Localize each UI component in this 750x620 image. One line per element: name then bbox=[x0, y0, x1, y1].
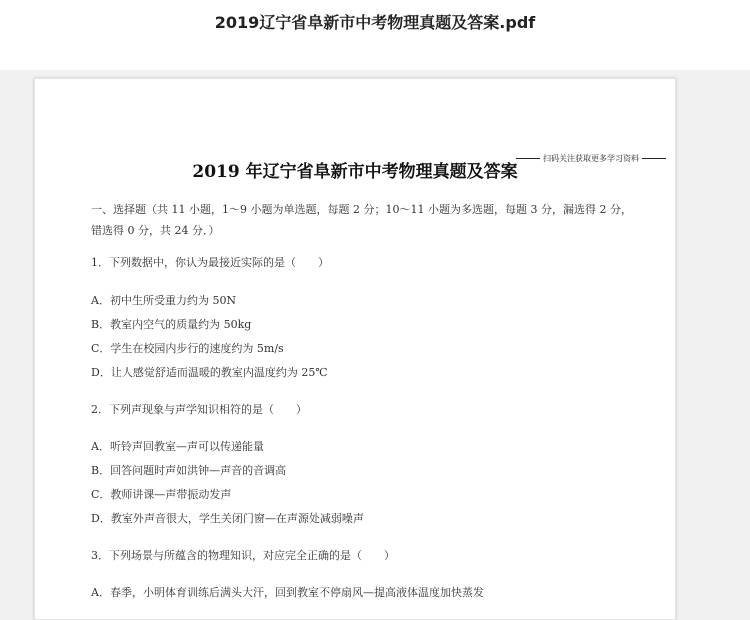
question-2-option-c: C．教师讲课—声带振动发声 bbox=[91, 488, 232, 501]
question-1-option-a: A．初中生所受重力约为 50N bbox=[91, 294, 237, 307]
question-2-option-b: B．回答问题时声如洪钟—声音的音调高 bbox=[91, 464, 287, 477]
section-intro-line-1: 一、选择题（共 11 小题，1～9 小题为单选题，每题 2 分；10～11 小题为多选题，每题 3 分，漏选得 2 分， bbox=[91, 203, 632, 216]
question-1-option-d: D．让人感觉舒适而温暖的教室内温度约为 25℃ bbox=[91, 366, 328, 379]
question-1-stem: 1．下列数据中，你认为最接近实际的是（ ） bbox=[91, 256, 329, 269]
question-2-option-a: A．听铃声回教室—声可以传递能量 bbox=[91, 440, 264, 453]
file-title: 2019辽宁省阜新市中考物理真题及答案.pdf bbox=[214, 13, 536, 32]
question-2-option-d: D．教室外声音很大，学生关闭门窗—在声源处减弱噪声 bbox=[91, 512, 364, 525]
document-page[interactable] bbox=[34, 78, 676, 620]
question-1-option-b: B．教室内空气的质量约为 50kg bbox=[91, 318, 252, 331]
question-3-stem: 3．下列场景与所蕴含的物理知识，对应完全正确的是（ ） bbox=[91, 549, 395, 562]
watermark-line-left bbox=[516, 158, 540, 159]
question-1-option-c: C．学生在校园内步行的速度约为 5m/s bbox=[91, 342, 284, 355]
document-heading: 2019 年辽宁省阜新市中考物理真题及答案 bbox=[192, 162, 518, 182]
section-intro-line-2: 错选得 0 分，共 24 分．） bbox=[91, 224, 220, 237]
watermark-line-right bbox=[642, 158, 666, 159]
question-2-stem: 2．下列声现象与声学知识相符的是（ ） bbox=[91, 403, 307, 416]
watermark-banner bbox=[513, 153, 669, 164]
watermark-text: 扫码关注获取更多学习资料 bbox=[543, 154, 639, 163]
viewer-top-bar bbox=[0, 0, 750, 70]
question-3-option-a: A．春季，小明体育训练后满头大汗，回到教室不停扇风—提高液体温度加快蒸发 bbox=[91, 586, 484, 599]
